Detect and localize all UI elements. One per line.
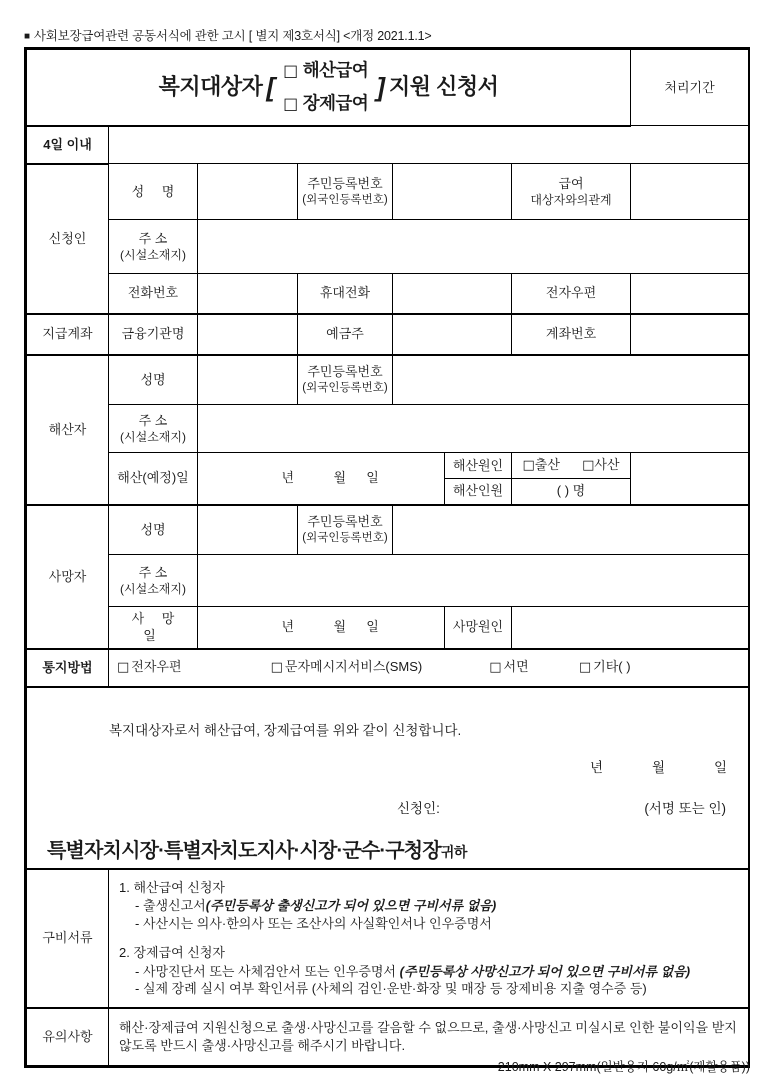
applicant-name-value[interactable] xyxy=(198,164,298,220)
childbirth-rrn-label xyxy=(298,355,393,405)
account-holder-label: 예금주 xyxy=(298,314,393,355)
document-top-notice xyxy=(24,26,431,44)
notification-row xyxy=(27,649,749,687)
title-bracket-open: [ xyxy=(266,71,276,102)
declaration-date-day: 일 xyxy=(713,759,729,775)
checkbox-icon[interactable]: □ xyxy=(270,660,283,676)
deceased-cause-label: 사망원인 xyxy=(445,607,512,649)
title-option-funeral-label: 장제급여 xyxy=(302,92,369,113)
childbirth-date-cause-row xyxy=(27,453,749,479)
checkbox-icon[interactable]: □ xyxy=(582,458,595,474)
childbirth-cause-label: 해산원인 xyxy=(445,453,512,479)
notes-label: 유의사항 xyxy=(27,1008,109,1066)
applicant-address-value[interactable] xyxy=(198,220,749,274)
section-label-deceased: 사망자 xyxy=(27,505,109,649)
notification-label: 통지방법 xyxy=(27,649,109,687)
declaration-date-month: 월 xyxy=(651,759,667,775)
deceased-address-label xyxy=(109,555,198,607)
applicant-relation-value[interactable] xyxy=(631,164,749,220)
declaration-date-year: 년 xyxy=(589,759,605,775)
notes-content: 해산·장제급여 지원신청으로 출생·사망신고를 갈음할 수 없으므로, 출생·사망신고 미실시로 인한 불이익을 받지 않도록 반드시 출생·사망신고를 해주시기 바랍니다. xyxy=(109,1008,749,1066)
applicant-rrn-sublabel: (외국인등록번호) xyxy=(302,193,388,206)
documents-group1-item1-plain: - 출생신고서 xyxy=(135,898,206,914)
applicant-rrn-value[interactable] xyxy=(393,164,512,220)
childbirth-count-value[interactable]: ( ) 명 xyxy=(512,479,631,505)
account-bank-value[interactable] xyxy=(198,314,298,355)
deceased-name-row xyxy=(27,505,749,555)
bullet-square-icon: ■ xyxy=(24,31,30,42)
title-row xyxy=(27,50,749,126)
applicant-mobile-value[interactable] xyxy=(393,274,512,314)
applicant-relation-label-line1: 급여 xyxy=(558,175,584,191)
deceased-name-value[interactable] xyxy=(198,505,298,555)
account-number-value[interactable] xyxy=(631,314,749,355)
title-option-funeral[interactable] xyxy=(283,92,368,116)
documents-group2-item1-bold: (주민등록상 사망신고가 되어 있으면 구비서류 없음) xyxy=(399,963,691,979)
documents-group2-heading: 2. 장제급여 신청자 xyxy=(119,945,225,961)
documents-row xyxy=(27,869,749,1008)
applicant-rrn-label xyxy=(298,164,393,220)
deceased-cause-value[interactable] xyxy=(512,607,749,649)
childbirth-date-day: 일 xyxy=(366,470,380,486)
form-frame xyxy=(24,47,750,1068)
applicant-name-row xyxy=(27,164,749,220)
declaration-date[interactable] xyxy=(590,759,728,777)
form-title-cell xyxy=(27,50,631,126)
checkbox-icon[interactable]: □ xyxy=(283,93,298,113)
documents-spacer xyxy=(119,932,748,944)
childbirth-name-label: 성명 xyxy=(109,355,198,405)
childbirth-address-value[interactable] xyxy=(198,405,749,453)
applicant-email-value[interactable] xyxy=(631,274,749,314)
account-number-label: 계좌번호 xyxy=(512,314,631,355)
documents-group1-heading: 1. 해산급여 신청자 xyxy=(119,879,225,895)
declaration-recipient xyxy=(47,838,467,865)
childbirth-cause-option-birth-label: 출산 xyxy=(534,457,560,473)
deceased-date-month: 월 xyxy=(333,619,347,635)
processing-period-label: 처리기간 xyxy=(631,50,749,126)
deceased-address-value[interactable] xyxy=(198,555,749,607)
childbirth-rrn-label-main: 주민등록번호 xyxy=(307,364,383,380)
documents-label: 구비서류 xyxy=(27,869,109,1008)
applicant-mobile-label: 휴대전화 xyxy=(298,274,393,314)
checkbox-icon[interactable]: □ xyxy=(117,660,130,676)
childbirth-rrn-sublabel: (외국인등록번호) xyxy=(302,381,388,394)
childbirth-cause-option-stillbirth-label: 사산 xyxy=(594,457,620,473)
deceased-address-row xyxy=(27,555,749,607)
deceased-rrn-value[interactable] xyxy=(393,505,749,555)
account-row xyxy=(27,314,749,355)
childbirth-cause-option-birth[interactable] xyxy=(522,456,578,475)
checkbox-icon[interactable]: □ xyxy=(522,458,535,474)
applicant-relation-label-line2: 대상자와의관계 xyxy=(530,193,612,208)
childbirth-address-label-line1: 주 소 xyxy=(138,412,168,428)
checkbox-icon[interactable]: □ xyxy=(489,660,502,676)
notification-option-email-label: 전자우편 xyxy=(131,659,182,675)
deceased-address-label-line1: 주 소 xyxy=(138,564,168,580)
account-holder-value[interactable] xyxy=(393,314,512,355)
section-label-account: 지급계좌 xyxy=(27,314,109,355)
section-label-childbirth: 해산자 xyxy=(27,355,109,505)
declaration-signer-label: 신청인: xyxy=(397,800,440,816)
deceased-rrn-label-main: 주민등록번호 xyxy=(307,514,383,530)
documents-content xyxy=(109,869,749,1008)
deceased-rrn-label xyxy=(298,505,393,555)
childbirth-address-label-line2: (시설소재지) xyxy=(120,430,186,445)
notification-option-paper[interactable] xyxy=(489,658,575,677)
notification-option-sms-label: 문자메시지서비스(SMS) xyxy=(284,659,423,675)
checkbox-icon[interactable]: □ xyxy=(578,660,592,676)
documents-group1-item1 xyxy=(135,897,748,915)
processing-value-row xyxy=(27,126,749,164)
notification-options[interactable] xyxy=(109,649,749,687)
documents-group1-item1-bold: (주민등록상 출생신고가 되어 있으면 구비서류 없음) xyxy=(205,898,497,914)
deceased-death-row xyxy=(27,607,749,649)
title-bracket-close: ] xyxy=(376,71,385,102)
childbirth-cause-value[interactable] xyxy=(512,453,631,479)
applicant-address-label-line1: 주 소 xyxy=(138,230,168,246)
form-table xyxy=(26,49,749,1066)
childbirth-address-label xyxy=(109,405,198,453)
documents-group2-item1 xyxy=(135,963,748,981)
deceased-address-label-line2: (시설소재지) xyxy=(120,582,186,597)
page-footer: 210mm X 297mm(일반용지 60g/㎡(재활용품)) xyxy=(497,1060,750,1074)
deceased-name-label: 성명 xyxy=(109,505,198,555)
childbirth-rrn-value[interactable] xyxy=(393,355,749,405)
notification-option-other[interactable] xyxy=(579,658,631,677)
declaration-row xyxy=(27,687,749,869)
childbirth-address-row xyxy=(27,405,749,453)
applicant-rrn-label-main: 주민등록번호 xyxy=(307,175,383,191)
applicant-phone-value[interactable] xyxy=(198,274,298,314)
notification-option-other-label: 기타( ) xyxy=(593,659,631,675)
declaration-block xyxy=(27,687,749,869)
title-option-childbirth-label: 해산급여 xyxy=(302,60,369,81)
applicant-contact-row xyxy=(27,274,749,314)
declaration-sentence: 복지대상자로서 해산급여, 장제급여를 위와 같이 신청합니다. xyxy=(109,722,462,738)
childbirth-date-label: 해산(예정)일 xyxy=(109,453,198,505)
childbirth-name-value[interactable] xyxy=(198,355,298,405)
childbirth-cause-option-stillbirth[interactable] xyxy=(582,456,619,475)
declaration-recipient-suffix: 귀하 xyxy=(440,843,467,860)
documents-group2-item2: - 실제 장례 실시 여부 확인서류 (사체의 검인·운반·화장 및 매장 등 장제비용 지출 영수증 등) xyxy=(135,981,647,997)
applicant-email-label: 전자우편 xyxy=(512,274,631,314)
title-option-childbirth[interactable] xyxy=(283,59,368,83)
deceased-rrn-sublabel: (외국인등록번호) xyxy=(302,531,388,544)
childbirth-date-year: 년 xyxy=(281,470,295,486)
applicant-address-row xyxy=(27,220,749,274)
deceased-date-year: 년 xyxy=(281,619,295,635)
applicant-address-label-line2: (시설소재지) xyxy=(120,248,186,263)
notification-option-email[interactable] xyxy=(117,658,267,677)
deceased-death-date-value[interactable] xyxy=(198,607,445,649)
notification-option-paper-label: 서면 xyxy=(503,659,529,675)
title-suffix: 지원 신청서 xyxy=(389,74,499,100)
documents-group1-item2: - 사산시는 의사·한의사 또는 조산사의 사실확인서나 인우증명서 xyxy=(135,915,492,931)
notification-option-sms[interactable] xyxy=(271,658,486,677)
title-prefix: 복지대상자 xyxy=(158,74,263,100)
checkbox-icon[interactable]: □ xyxy=(283,61,298,81)
deceased-death-date-label: 사 망 일 xyxy=(109,607,198,649)
childbirth-date-value[interactable] xyxy=(198,453,445,505)
childbirth-date-month: 월 xyxy=(333,470,347,486)
applicant-address-label xyxy=(109,220,198,274)
deceased-date-day: 일 xyxy=(366,619,380,635)
section-label-applicant: 신청인 xyxy=(27,164,109,314)
applicant-phone-label: 전화번호 xyxy=(109,274,198,314)
applicant-relation-label xyxy=(512,164,631,220)
account-bank-label: 금융기관명 xyxy=(109,314,198,355)
applicant-name-label: 성 명 xyxy=(109,164,198,220)
childbirth-count-label: 해산인원 xyxy=(445,479,512,505)
declaration-recipient-name: 특별자치시장·특별자치도지사·시장·군수·구청장 xyxy=(47,839,441,862)
declaration-sign-note: (서명 또는 인) xyxy=(644,800,727,816)
top-notice-text: 사회보장급여관련 공동서식에 관한 고시 [ 별지 제3호서식] <개정 2021.1.1> xyxy=(33,29,432,43)
childbirth-name-row xyxy=(27,355,749,405)
documents-group2-item1-plain: - 사망진단서 또는 사체검안서 또는 인우증명서 xyxy=(135,963,400,979)
processing-period-value: 4일 이내 xyxy=(27,126,109,164)
